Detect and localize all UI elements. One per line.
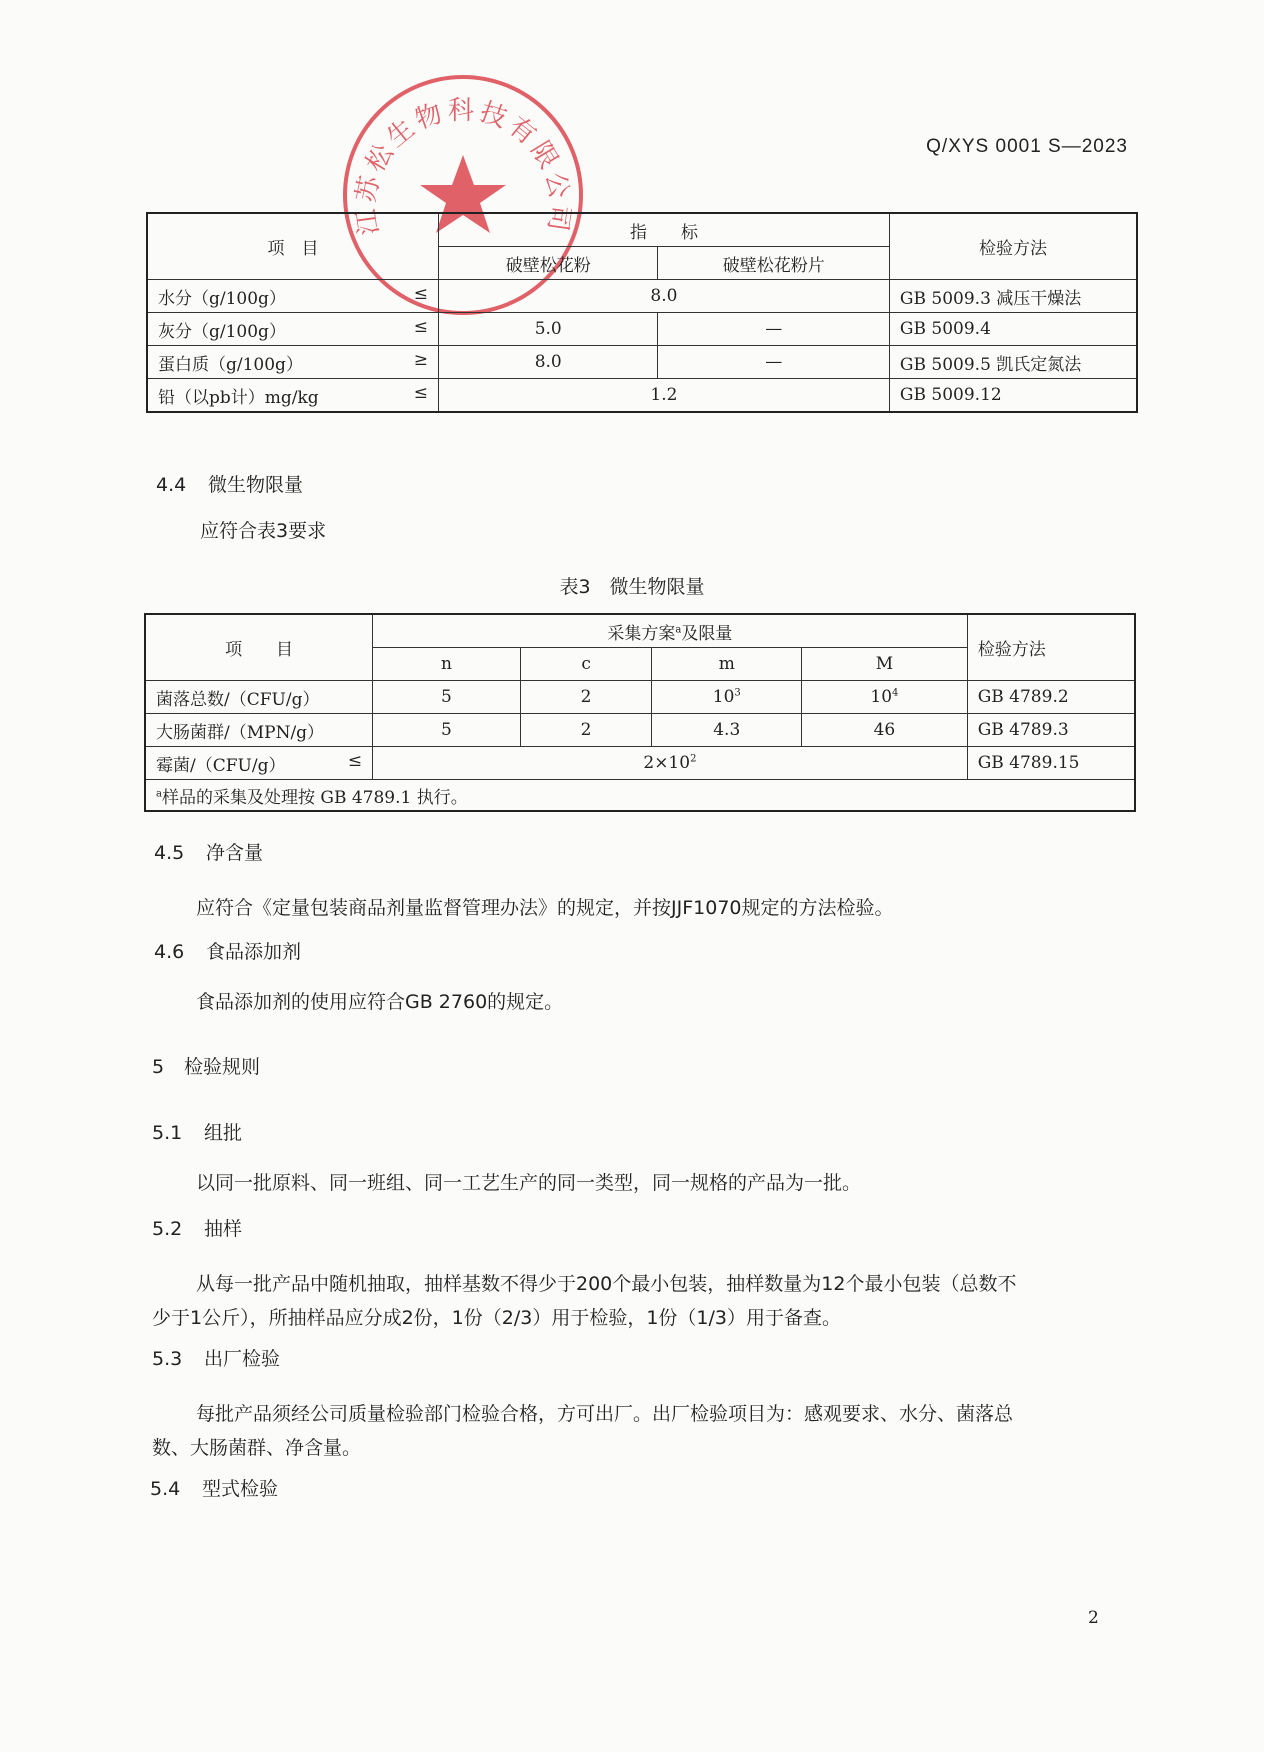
microbial-limits-table: [144, 613, 1136, 812]
row-symbol: ≤: [347, 750, 363, 771]
section-5-2-line1: 从每一批产品中随机抽取，抽样基数不得少于200个最小包装，抽样数量为12个最小包装（总数不: [196, 1273, 1017, 1295]
section-number: 5: [152, 1056, 165, 1078]
row-item: 铅（以pb计）mg/kg: [158, 387, 319, 408]
row-n: 5: [373, 681, 521, 714]
row-item: 灰分（g/100g）: [158, 321, 286, 342]
section-5-1-heading: [152, 1118, 242, 1145]
subheader-m: m: [652, 648, 802, 681]
section-number: 5.3: [152, 1348, 183, 1370]
row-item: 菌落总数/（CFU/g）: [145, 681, 373, 714]
section-4-6-text: 食品添加剂的使用应符合GB 2760的规定。: [196, 991, 564, 1013]
row-c: 2: [520, 714, 652, 747]
col-header-index: 指 标: [438, 213, 889, 247]
subheader-M: M: [802, 648, 968, 681]
row-value-powder: 5.0: [438, 313, 658, 346]
section-number: 5.1: [152, 1122, 183, 1144]
section-4-4-text: 应符合表3要求: [200, 520, 327, 542]
row-symbol: ≤: [413, 382, 428, 403]
row-c: 2: [520, 681, 652, 714]
section-5-1-text: 以同一批原料、同一班组、同一工艺生产的同一类型，同一规格的产品为一批。: [196, 1172, 862, 1194]
standard-code: Q/XYS 0001 S—2023: [926, 136, 1128, 157]
row-M: 46: [802, 714, 968, 747]
col-header-item: 项 目: [147, 213, 438, 280]
row-item: 大肠菌群/（MPN/g）: [145, 714, 373, 747]
table-row: [145, 714, 1135, 747]
subheader-tablet: 破壁松花粉片: [658, 247, 889, 280]
table-footnote-row: [145, 780, 1135, 812]
col-header-method: 检验方法: [889, 213, 1137, 280]
section-4-5-heading: [154, 838, 263, 865]
table-row: [147, 379, 1137, 413]
section-number: 4.4: [156, 474, 187, 496]
section-number: 5.4: [150, 1478, 181, 1500]
table-row: [145, 681, 1135, 714]
row-method: GB 5009.12: [889, 379, 1137, 413]
section-title: 食品添加剂: [206, 941, 302, 963]
page-number: 2: [1088, 1608, 1099, 1628]
section-5-4-heading: [150, 1474, 278, 1501]
table-row: [147, 346, 1137, 379]
section-title: 组批: [204, 1122, 243, 1144]
row-value-powder: 8.0: [438, 346, 658, 379]
row-method: GB 4789.2: [967, 681, 1135, 714]
row-method: GB 5009.3 减压干燥法: [889, 280, 1137, 313]
row-value: $2\times 10^2$: [373, 747, 968, 780]
row-m: 4.3: [652, 714, 802, 747]
section-5-3-line2: 数、大肠菌群、净含量。: [152, 1437, 362, 1459]
row-M: $10^4$: [802, 681, 968, 714]
row-value: 8.0: [438, 280, 889, 313]
row-symbol: ≤: [413, 316, 428, 337]
table3-caption: 表3 微生物限量: [559, 576, 705, 598]
section-5-2-line2: 少于1公斤），所抽样品应分成2份，1份（2/3）用于检验，1份（1/3）用于备查。: [152, 1307, 842, 1329]
row-item: 水分（g/100g）: [158, 288, 286, 309]
section-number: 4.6: [154, 941, 185, 963]
section-number: 4.5: [154, 842, 185, 864]
row-method: GB 4789.3: [967, 714, 1135, 747]
row-method: GB 4789.15: [967, 747, 1135, 780]
subheader-c: c: [520, 648, 652, 681]
col-header-item: 项 目: [145, 614, 373, 681]
section-title: 检验规则: [184, 1056, 261, 1078]
row-m: $10^3$: [652, 681, 802, 714]
section-4-5-text: 应符合《定量包装商品剂量监督管理办法》的规定，并按JJF1070规定的方法检验。: [196, 897, 894, 919]
section-5-heading: [152, 1052, 260, 1079]
row-item: 蛋白质（g/100g）: [158, 354, 303, 375]
table-row: [145, 747, 1135, 780]
physchem-table: [146, 212, 1138, 413]
row-item: 霉菌/（CFU/g）: [156, 755, 286, 776]
section-4-6-heading: [154, 937, 301, 964]
row-symbol: ≤: [413, 283, 428, 304]
subheader-powder: 破壁松花粉: [438, 247, 658, 280]
section-title: 型式检验: [202, 1478, 279, 1500]
row-method: GB 5009.4: [889, 313, 1137, 346]
section-5-3-line1: 每批产品须经公司质量检验部门检验合格，方可出厂。出厂检验项目为：感观要求、水分、菌落总: [196, 1403, 1014, 1425]
row-n: 5: [373, 714, 521, 747]
row-value-tablet: —: [658, 313, 889, 346]
table-row: [147, 313, 1137, 346]
table-footnote: $^a$样品的采集及处理按 GB 4789.1 执行。: [145, 780, 1135, 812]
table-row: [147, 280, 1137, 313]
col-header-method: 检验方法: [967, 614, 1135, 681]
section-title: 出厂检验: [204, 1348, 281, 1370]
section-number: 5.2: [152, 1218, 183, 1240]
row-value: 1.2: [438, 379, 889, 413]
section-title: 抽样: [204, 1218, 243, 1240]
section-4-4-heading: [156, 470, 303, 497]
row-method: GB 5009.5 凯氏定氮法: [889, 346, 1137, 379]
col-header-sampling-plan: 采集方案$^a$及限量: [373, 614, 968, 648]
section-title: 净含量: [206, 842, 264, 864]
section-5-2-heading: [152, 1214, 242, 1241]
section-title: 微生物限量: [208, 474, 304, 496]
row-symbol: ≥: [413, 349, 428, 370]
row-value-tablet: —: [658, 346, 889, 379]
svg-text:江苏松生物科技有限公司: 江苏松生物科技有限公司: [350, 95, 576, 237]
subheader-n: n: [373, 648, 521, 681]
section-5-3-heading: [152, 1344, 280, 1371]
